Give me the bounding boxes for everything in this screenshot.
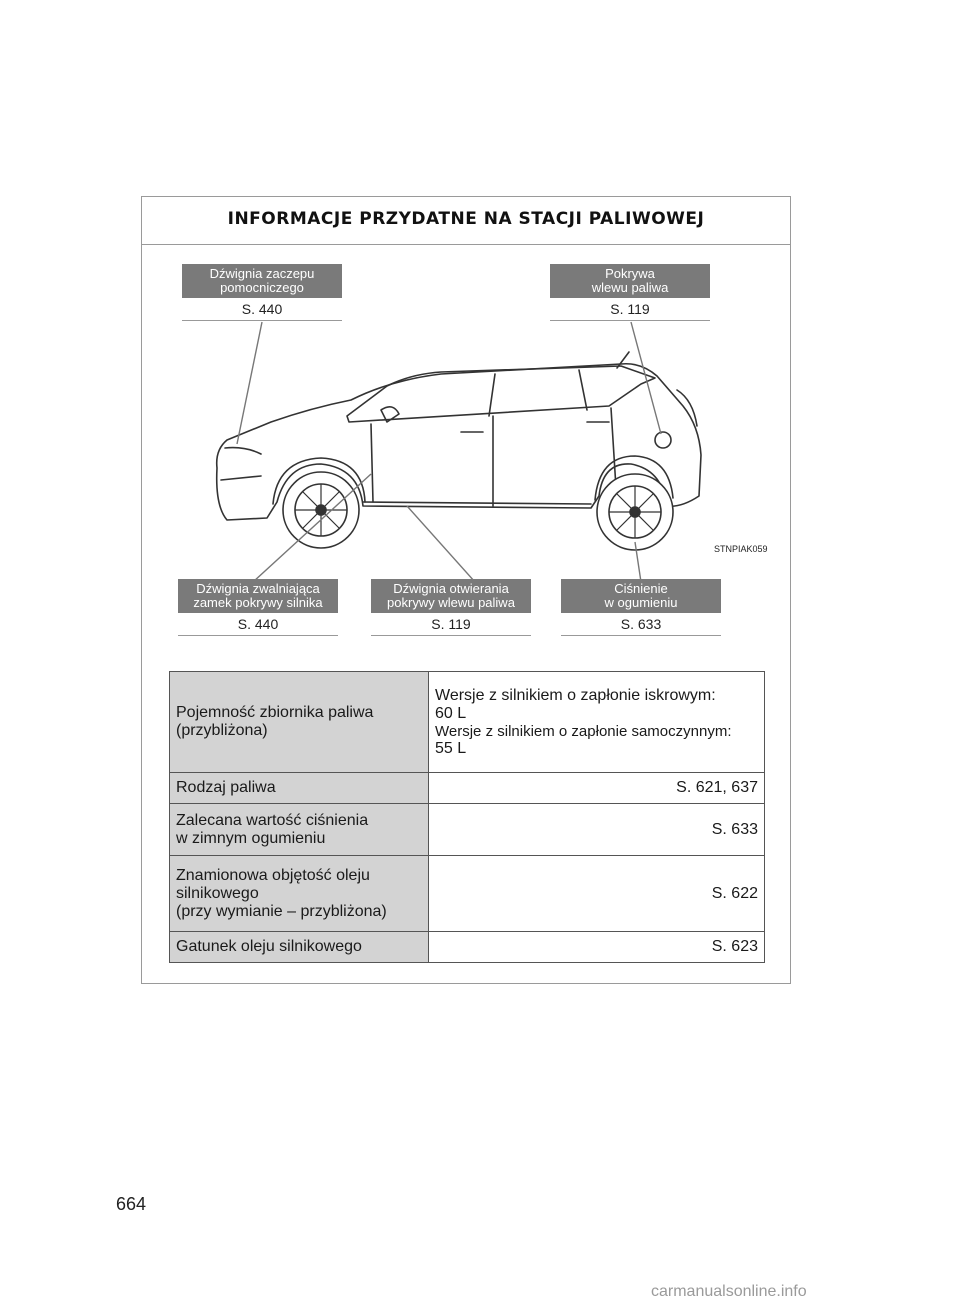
table-row [170, 932, 765, 963]
rear-wheel [597, 474, 673, 550]
leader-fuel-opener [407, 506, 475, 580]
table-row [170, 804, 765, 856]
callout-line: pomocniczego [220, 280, 304, 295]
callout-line: Dźwignia zwalniająca [196, 581, 320, 596]
title-band [142, 197, 790, 245]
table-row [170, 773, 765, 804]
car-sill [363, 502, 591, 504]
callout-tire-pressure [561, 579, 721, 636]
fuel-info-table [169, 671, 765, 963]
value-line: Wersje z silnikiem o zapłonie iskrowym: [435, 686, 716, 704]
table-value-cell: S. 623 [429, 932, 765, 963]
car-front-door [371, 424, 373, 502]
car-window-line [347, 366, 655, 422]
car-antenna [617, 352, 629, 368]
callout-fuel-door [550, 264, 710, 321]
callout-hood-aux-lever [182, 264, 342, 321]
label-line: Zalecana wartość ciśnienia [176, 811, 369, 829]
table-value-cell: S. 633 [429, 804, 765, 856]
car-rear-lamp [677, 390, 697, 426]
callout-hood-release-lever [178, 579, 338, 636]
callout-line: Pokrywa [605, 266, 655, 281]
label-line: silnikowego [176, 884, 259, 902]
label-line: (przybliżona) [176, 722, 268, 739]
image-code: STNPIAK059 [714, 544, 768, 554]
value-line: 55 L [435, 739, 467, 757]
label-line: Znamionowa objętość oleju [176, 866, 370, 884]
table-row [170, 856, 765, 932]
value-line: 60 L [435, 704, 467, 722]
table-value-cell: S. 621, 637 [429, 773, 765, 804]
fuel-door-icon [655, 432, 671, 448]
page-number: 664 [116, 1194, 147, 1214]
callout-line: Dźwignia zaczepu [209, 266, 315, 281]
car-b-pillar [489, 374, 495, 416]
value-line: Wersje z silnikiem o zapłonie samoczynnym: [435, 722, 732, 740]
callout-label [371, 579, 531, 613]
callout-label [178, 579, 338, 613]
label-line: (przy wymianie – przybliżona) [176, 902, 387, 920]
section-title: INFORMACJE PRZYDATNE NA STACJI PALIWOWEJ [227, 209, 705, 229]
label-line: w zimnym ogumieniu [176, 829, 326, 847]
table-label-cell [170, 672, 429, 773]
watermark: carmanualsonline.info [651, 1283, 807, 1300]
callout-line: w ogumieniu [604, 595, 678, 610]
callout-label [182, 264, 342, 298]
page-reference: S. 440 [178, 613, 338, 636]
page-reference: S. 633 [561, 613, 721, 636]
callout-line: wlewu paliwa [591, 280, 669, 295]
car-grille [221, 476, 261, 480]
car-headlamp [225, 448, 261, 454]
table-label-cell: Gatunek oleju silnikowego [170, 932, 429, 963]
table-label-cell: Rodzaj paliwa [170, 773, 429, 804]
leader-hood-aux [237, 322, 262, 444]
table-label-cell [170, 856, 429, 932]
front-wheel [283, 472, 359, 548]
leader-fuel-door [631, 322, 661, 434]
table-label-cell [170, 804, 429, 856]
callout-line: zamek pokrywy silnika [193, 595, 323, 610]
table-value-cell: S. 622 [429, 856, 765, 932]
callout-line: Ciśnienie [614, 581, 668, 596]
car-c-pillar [579, 370, 587, 410]
page-reference: S. 119 [550, 298, 710, 321]
callout-line: pokrywy wlewu paliwa [387, 595, 515, 610]
callout-line: Dźwignia otwierania [393, 581, 509, 596]
label-line: Pojemność zbiornika paliwa [176, 704, 374, 721]
callout-label [561, 579, 721, 613]
table-value-cell [429, 672, 765, 773]
callout-fuel-door-opener [371, 579, 531, 636]
callout-label [550, 264, 710, 298]
page-reference: S. 119 [371, 613, 531, 636]
page-reference: S. 440 [182, 298, 342, 321]
table-row [170, 672, 765, 773]
